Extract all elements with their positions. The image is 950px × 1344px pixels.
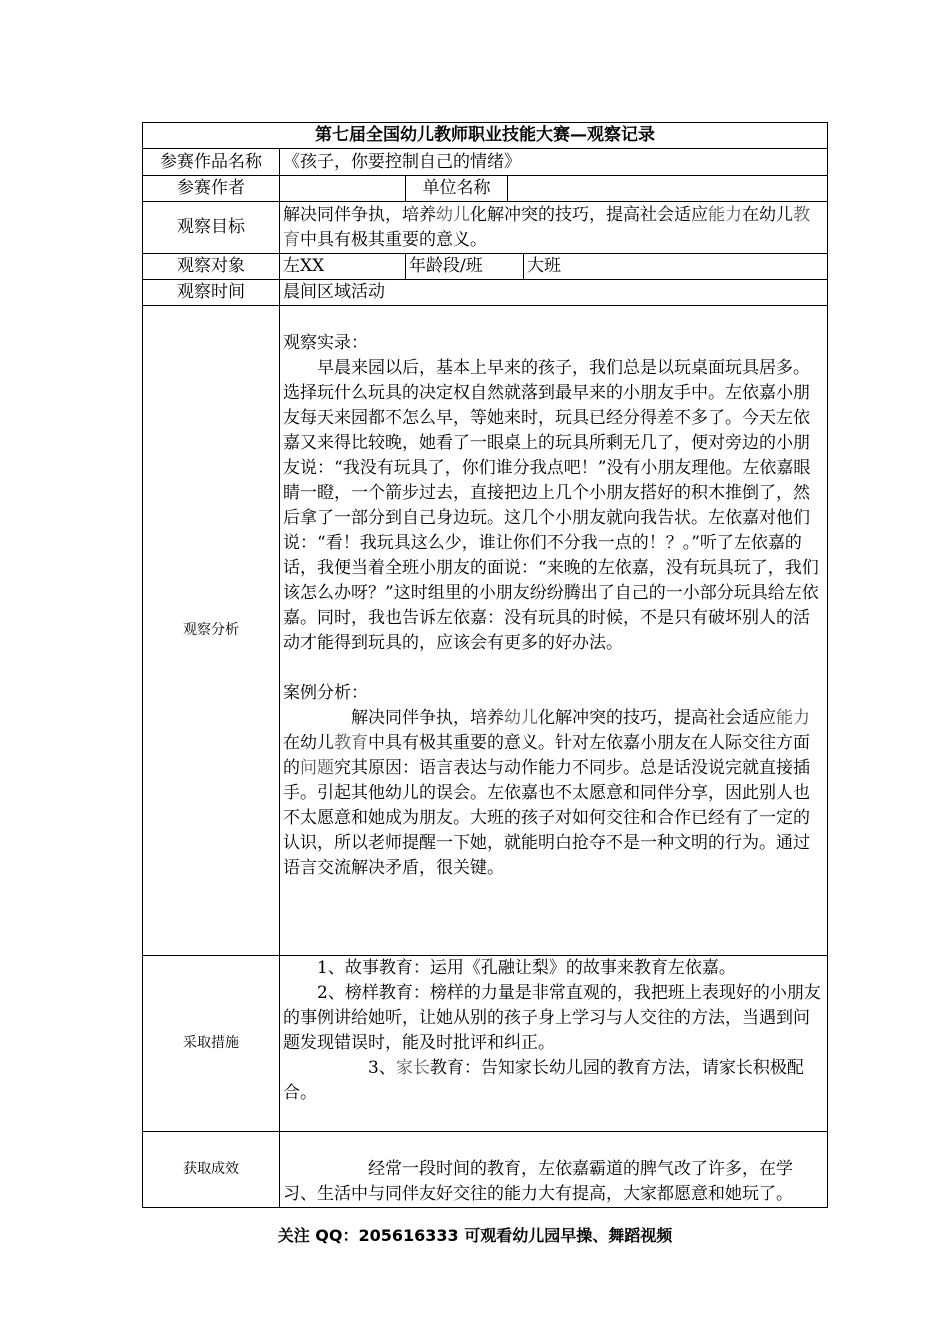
subject-value: 左XX <box>280 254 406 280</box>
subject-label: 观察对象 <box>143 254 280 280</box>
time-value: 晨间区域活动 <box>280 280 828 306</box>
measures-content <box>280 956 828 1132</box>
analysis-content <box>280 306 828 956</box>
results-text: 经常一段时间的教育，左依嘉霸道的脾气改了许多，在学习、生活中与同伴友好交往的能力大有提高，大家都愿意和她玩了。 <box>283 1159 793 1204</box>
unit-label: 单位名称 <box>406 176 508 202</box>
record-heading: 观察实录： <box>283 333 368 353</box>
author-label: 参赛作者 <box>143 176 280 202</box>
goal-value: 解决同伴争执，培养幼儿化解冲突的技巧，提高社会适应能力在幼儿教育中具有极其重要的意义。 <box>280 202 828 254</box>
results-label: 获取成效 <box>143 1132 280 1208</box>
case-text: 解决同伴争执，培养幼儿化解冲突的技巧，提高社会适应能力在幼儿教育中具有极其重要的意义。针对左依嘉小朋友在人际交往方面的问题究其原因：语言表达与动作能力不同步。总是话没说完就直接插手。引起其他幼儿的误会。左依嘉也不太愿意和同伴分享，因此别人也不太愿意和她成为朋友。大班的孩子对如何交往和合作已经有了一定的认识，所以老师提醒一下她，就能明白抢夺不是一种文明的行为。通过语言交流解决矛盾，很关键。 <box>283 708 810 878</box>
case-heading: 案例分析： <box>283 683 368 703</box>
goal-label: 观察目标 <box>143 202 280 254</box>
results-content <box>280 1132 828 1208</box>
analysis-label: 观察分析 <box>143 306 280 956</box>
work-name-value: 《孩子，你要控制自己的情绪》 <box>280 149 828 176</box>
measure-1: 1、故事教育：运用《孔融让梨》的故事来教育左依嘉。 <box>317 958 736 978</box>
footer-promo: 关注 QQ：205616333 可观看幼儿园早操、舞蹈视频 <box>277 1226 673 1245</box>
measures-label: 采取措施 <box>143 956 280 1132</box>
observation-record-table <box>142 122 828 1208</box>
work-name-label: 参赛作品名称 <box>143 149 280 176</box>
record-text: 早晨来园以后，基本上早来的孩子，我们总是以玩桌面玩具居多。选择玩什么玩具的决定权自然就落到最早来的小朋友手中。左依嘉小朋友每天来园都不怎么早，等她来时，玩具已经分得差不多了。今天左依嘉又来得比较晚，她看了一眼桌上的玩具所剩无几了，便对旁边的小朋友说：“我没有玩具了，你们谁分我点吧！”没有小朋友理他。左依嘉眼睛一瞪，一个箭步过去，直接把边上几个小朋友搭好的积木推倒了，然后拿了一部分到自己身边玩。这几个小朋友就向我告状。左依嘉对他们说：“看！我玩具这么少，谁让你们不分我一点的！？。”听了左依嘉的话，我便当着全班小朋友的面说：“来晚的左依嘉，没有玩具玩了，我们该怎么办呀？”这时组里的小朋友纷纷腾出了自己的一小部分玩具给左依嘉。同时，我也告诉左依嘉：没有玩具的时候，不是只有破坏别人的活动才能得到玩具的，应该会有更多的好办法。 <box>283 358 819 653</box>
measure-2: 2、榜样教育：榜样的力量是非常直观的，我把班上表现好的小朋友的事例讲给她听，让她从别的孩子身上学习与人交往的方法，当遇到问题发现错误时，能及时批评和纠正。 <box>283 983 821 1053</box>
age-group-label: 年龄段/班 <box>406 254 524 280</box>
time-label: 观察时间 <box>143 280 280 306</box>
age-group-value: 大班 <box>524 254 828 280</box>
measure-3: 3、家长教育：告知家长幼儿园的教育方法，请家长积极配合。 <box>283 1058 804 1103</box>
author-value <box>280 176 406 202</box>
document-title: 第七届全国幼儿教师职业技能大赛—观察记录 <box>143 123 828 149</box>
unit-value <box>508 176 828 202</box>
